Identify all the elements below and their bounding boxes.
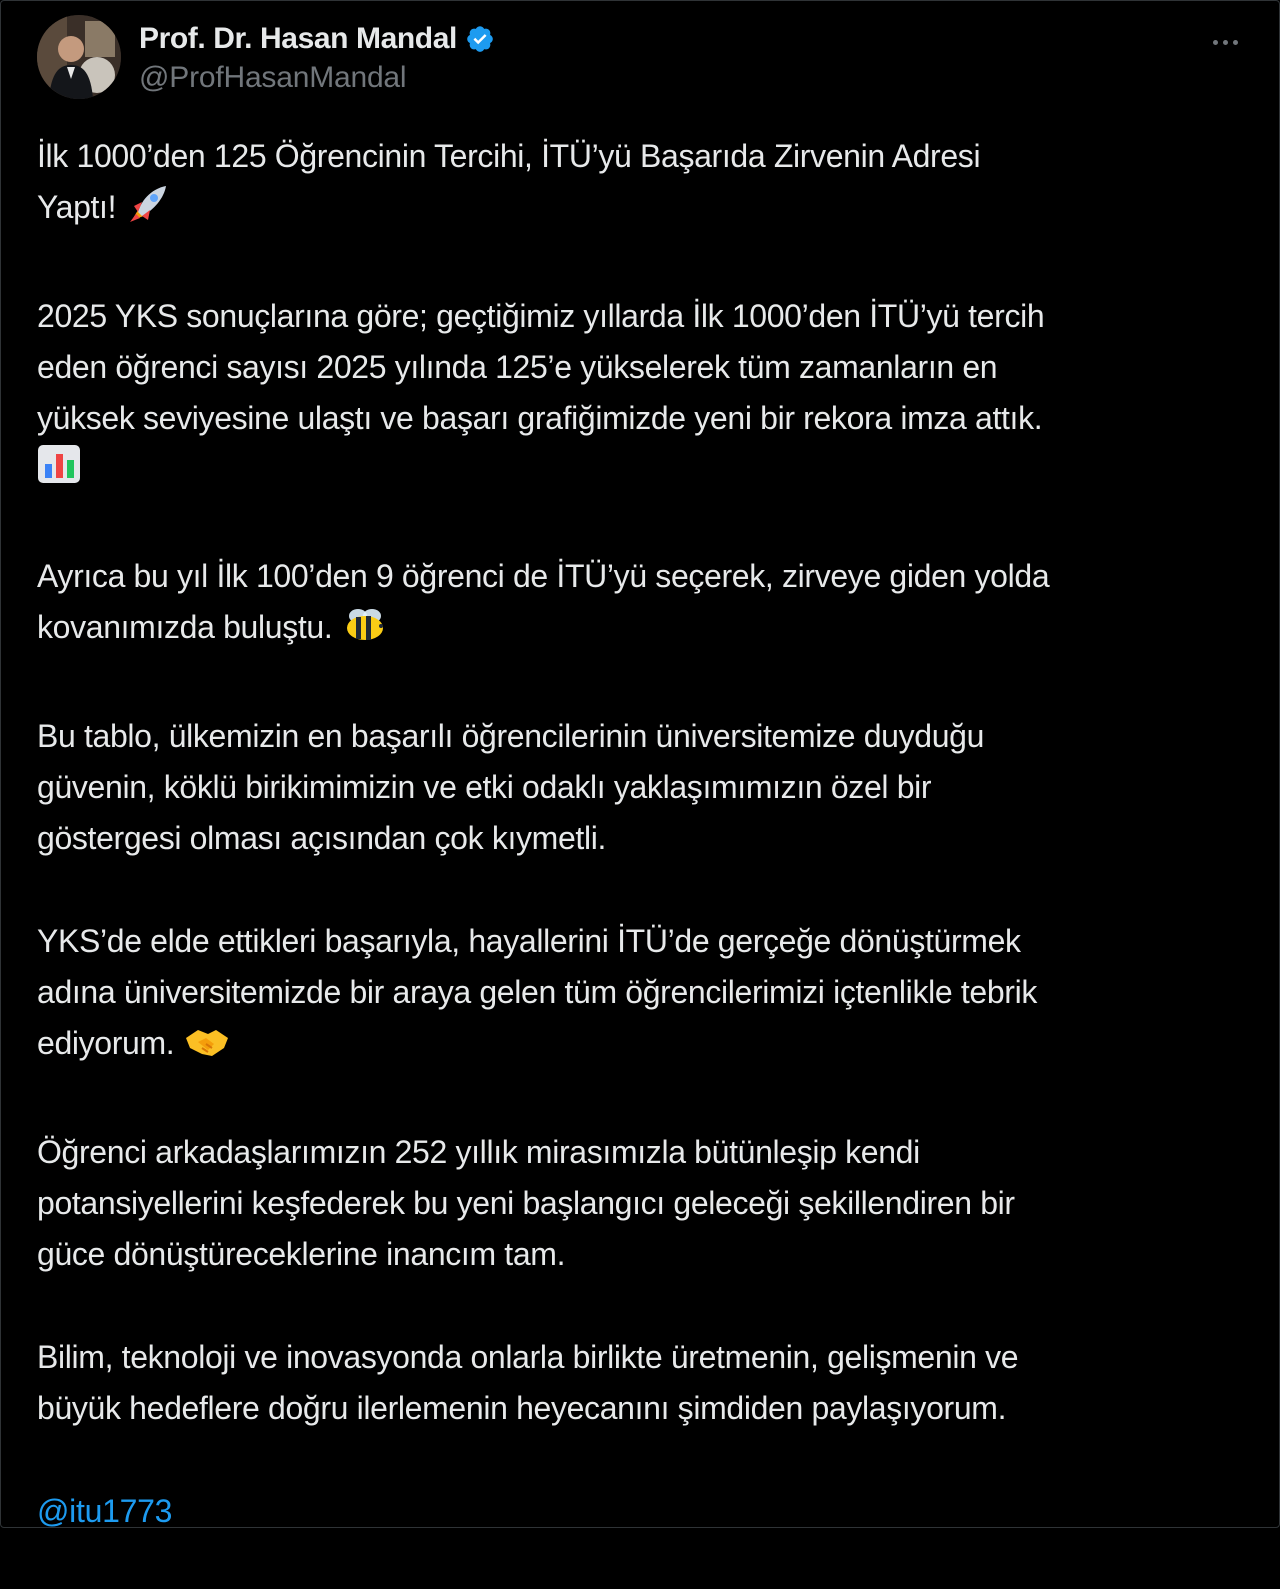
text-line: eden öğrenci sayısı 2025 yılında 125’e yükselerek tüm zamanların en: [37, 349, 998, 385]
post-paragraph: [37, 131, 1252, 239]
text-line: 2025 YKS sonuçlarına göre; geçtiğimiz yıllarda İlk 1000’den İTÜ’yü tercih: [37, 298, 1045, 334]
text-line: Ayrıca bu yıl İlk 100’den 9 öğrenci de İTÜ’yü seçerek, zirveye giden yolda: [37, 558, 1050, 594]
text-line: yüksek seviyesine ulaştı ve başarı grafiğimizde yeni bir rekora imza attık.: [37, 400, 1043, 436]
bee-emoji-icon: [342, 604, 388, 659]
text-line: büyük hedeflere doğru ilerlemenin heyecanını şimdiden paylaşıyorum.: [37, 1390, 1007, 1426]
author-block: [139, 19, 495, 95]
verified-badge-icon[interactable]: [465, 24, 495, 54]
avatar-image: [37, 15, 121, 99]
text-line: güvenin, köklü birikimimizin ve etki odaklı yaklaşımımızın özel bir: [37, 769, 932, 805]
rocket-emoji-icon: [126, 184, 170, 239]
post-paragraph: [37, 1127, 1252, 1280]
mention-link[interactable]: @itu1773: [37, 1493, 173, 1529]
text-line: adına üniversitemizde bir araya gelen tüm öğrencilerimizi içtenlikle tebrik: [37, 974, 1037, 1010]
bar-chart-emoji-icon: [37, 444, 83, 499]
more-horizontal-icon[interactable]: [1203, 27, 1247, 57]
author-display-name[interactable]: Prof. Dr. Hasan Mandal: [139, 22, 457, 55]
post-paragraph: [37, 551, 1252, 659]
post-paragraph: [37, 711, 1252, 864]
text-line: İlk 1000’den 125 Öğrencinin Tercihi, İTÜ’yü Başarıda Zirvenin Adresi: [37, 138, 981, 174]
post-paragraph: [37, 291, 1252, 499]
post-paragraph: [37, 1486, 1252, 1537]
post-paragraph: [37, 916, 1252, 1075]
text-line: potansiyellerini keşfederek bu yeni başlangıcı geleceği şekillendiren bir: [37, 1185, 1015, 1221]
text-line: güce dönüştüreceklerine inancım tam.: [37, 1236, 566, 1272]
post-header: [37, 15, 1247, 105]
post-text: [37, 131, 1252, 1589]
handshake-emoji-icon: [184, 1024, 230, 1075]
author-avatar[interactable]: [37, 15, 121, 99]
text-line: ediyorum.: [37, 1025, 175, 1061]
text-line: YKS’de elde ettikleri başarıyla, hayallerini İTÜ’de gerçeğe dönüştürmek: [37, 923, 1021, 959]
author-handle[interactable]: @ProfHasanMandal: [139, 61, 407, 94]
text-line: Bilim, teknoloji ve inovasyonda onlarla birlikte üretmenin, gelişmenin ve: [37, 1339, 1019, 1375]
text-line: göstergesi olması açısından çok kıymetli.: [37, 820, 607, 856]
text-line: Bu tablo, ülkemizin en başarılı öğrencilerinin üniversitemize duyduğu: [37, 718, 985, 754]
text-line: kovanımızda buluştu.: [37, 609, 333, 645]
text-line: Yaptı!: [37, 189, 117, 225]
post-paragraph: [37, 1332, 1252, 1434]
text-line: Öğrenci arkadaşlarımızın 252 yıllık mirasımızla bütünleşip kendi: [37, 1134, 920, 1170]
